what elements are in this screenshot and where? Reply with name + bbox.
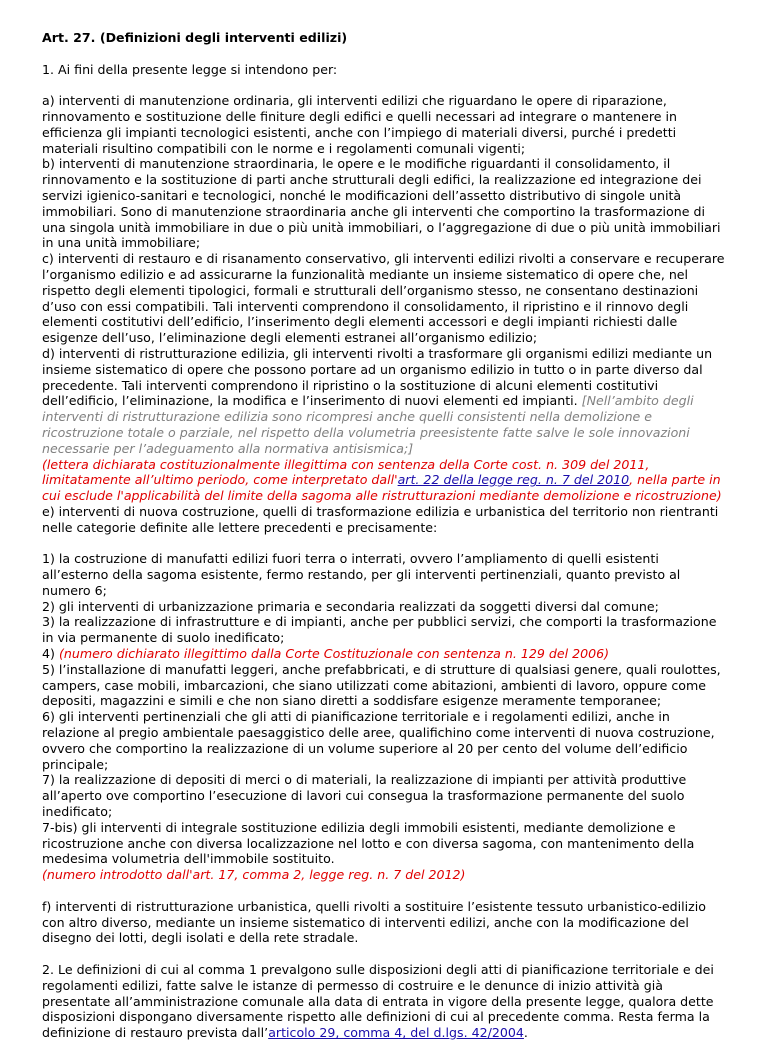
item-e7bis: 7-bis) gli interventi di integrale sostituzione edilizia degli immobili esistenti, mediante demolizione e ricostruzione anche con diversa localizzazione nel lotto e con diversa sagoma, con mantenimento della medesima volumetria dell'immobile sostituito.	[42, 819, 695, 867]
paragraph-2-text: 2. Le definizioni di cui al comma 1 prevalgono sulle disposizioni degli atti di pianificazione territoriale e dei regolamenti edilizi, fatte salve le istanze di permesso di costruire e le denunce di inizio attività già presentate all’amministrazione comunale alla data di entrata in vigore della presente legge, qualora dette disposizioni dispongano diversamente rispetto alle definizioni di cui al precedente comma. Resta ferma la definizione di restauro prevista dall’	[42, 962, 714, 1041]
item-e7: 7) la realizzazione di depositi di merci o di materiali, la realizzazione di impianti per attività produttive all’aperto ove comportino l’esecuzione di lavori cui consegua la trasformazione permanente del suolo inedificato;	[42, 772, 687, 820]
letter-d-repealed-text: [Nell’ambito degli interventi di ristrutturazione edilizia sono ricompresi anche quelli consistenti nella demolizione e ricostruzione totale o parziale, nel rispetto della volumetria preesistente fatte salve le sole innovazioni necessarie per l’adeguamento alla normativa antisismica;]	[42, 393, 694, 456]
letter-b: b) interventi di manutenzione straordinaria, le opere e le modifiche riguardanti il consolidamento, il rinnovamento e la sostituzione di parti anche strutturali degli edifici, la realizzazione ed integrazione dei servizi igienico-sanitari e tecnologici, nonché le modificazioni dell’assetto distributivo di singole unità immobiliari. Sono di manutenzione straordinaria anche gli interventi che comportino la trasformazione di una singola unità immobiliare in due o più unità immobiliari, o l’aggregazione di due o più unità immobiliari in una unità immobiliare;	[42, 156, 721, 251]
item-e3: 3) la realizzazione di infrastrutture e di impianti, anche per pubblici servizi, che comporti la trasformazione in via permanente di suolo inedificato;	[42, 614, 717, 646]
paragraph-1-intro: 1. Ai fini della presente legge si intendono per:	[42, 61, 338, 77]
letter-a: a) interventi di manutenzione ordinaria, gli interventi edilizi che riguardano le opere di riparazione, rinnovamento e sostituzione delle finiture degli edifici e quelli necessari ad integrare o mantenere in efficienza gli impianti tecnologici esistenti, anche con l’impiego di materiali diversi, purché i predetti materiali risultino compatibili con le norme e i regolamenti comunali vigenti;	[42, 93, 678, 156]
dlgs-42-2004-link[interactable]: articolo 29, comma 4, del d.lgs. 42/2004	[268, 1025, 524, 1041]
item-e7bis-note: (numero introdotto dall'art. 17, comma 2, legge reg. n. 7 del 2012)	[42, 867, 466, 883]
letter-e: e) interventi di nuova costruzione, quelli di trasformazione edilizia e urbanistica del territorio non rientranti nelle categorie definite alle lettere precedenti e precisamente:	[42, 503, 719, 535]
letter-d-note	[42, 457, 728, 504]
item-e5: 5) l’installazione di manufatti leggeri, anche prefabbricati, e di strutture di qualsiasi genere, quali roulottes, campers, case mobili, imbarcazioni, che siano utilizzati come abitazioni, ambienti di lavoro, oppure come depositi, magazzini e simili e che non siano diretti a soddisfare esigenze meramente temporanee;	[42, 661, 721, 709]
item-e2: 2) gli interventi di urbanizzazione primaria e secondaria realizzati da soggetti diversi dal comune;	[42, 598, 659, 614]
item-e4-number: 4)	[42, 646, 55, 662]
item-e1: 1) la costruzione di manufatti edilizi fuori terra o interrati, ovvero l’ampliamento di quelli esistenti all’esterno della sagoma esistente, fermo restando, per gli interventi pertinenziali, quanto previsto al numero 6;	[42, 551, 681, 598]
item-e4-note: (numero dichiarato illegittimo dalla Corte Costituzionale con sentenza n. 129 del 2006)	[58, 646, 610, 662]
item-e4	[42, 646, 728, 662]
letter-f: f) interventi di ristrutturazione urbanistica, quelli rivolti a sostituire l’esistente tessuto urbanistico-edilizio con altro diverso, mediante un insieme sistematico di interventi edilizi, anche con la modificazione del disegno dei lotti, degli isolati e della rete stradale.	[42, 898, 706, 946]
letter-d-text: d) interventi di ristrutturazione edilizia, gli interventi rivolti a trasformare gli organismi edilizi mediante un insieme sistematico di opere che possono portare ad un organismo edilizio in tutto o in parte diverso dal precedente. Tali interventi comprendono il ripristino o la sostituzione di alcuni elementi costitutivi dell’edificio, l’eliminazione, la modifica e l’inserimento di nuovi elementi ed impianti.	[42, 345, 713, 409]
legge-reg-7-2010-link[interactable]: art. 22 della legge reg. n. 7 del 2010	[397, 472, 630, 488]
item-e6: 6) gli interventi pertinenziali che gli atti di pianificazione territoriale e i regolamenti edilizi, anche in relazione al pregio ambientale paesaggistico delle aree, qualifichino come interventi di nuova costruzione, ovvero che comportino la realizzazione di un volume superiore al 20 per cento del volume dell’edificio principale;	[42, 709, 715, 772]
article-title: Art. 27. (Definizioni degli interventi edilizi)	[42, 30, 348, 45]
letter-c: c) interventi di restauro e di risanamento conservativo, gli interventi edilizi rivolti a conservare e recuperare l’organismo edilizio e ad assicurarne la funzionalità mediante un insieme sistematico di opere che, nel rispetto degli elementi tipologici, formali e strutturali dell’organismo stesso, ne consentano destinazioni d’uso con essi compatibili. Tali interventi comprendono il consolidamento, il ripristino e il rinnovo degli elementi costitutivi dell’edificio, l’inserimento degli elementi accessori e degli impianti richiesti dalle esigenze dell’uso, l’eliminazione degli elementi estranei all’organismo edilizio;	[42, 251, 725, 346]
letter-d-note-text-end: , nella parte in cui esclude l'applicabilità del limite della sagoma alle ristrutturazioni mediante demolizione e ricostruzione)	[42, 472, 722, 504]
letter-d	[42, 346, 728, 457]
paragraph-2	[42, 962, 728, 1041]
paragraph-2-end: .	[523, 1025, 528, 1041]
letter-d-note-text: (lettera dichiarata costituzionalmente illegittima con sentenza della Corte cost. n. 309 del 2011, limitatamente all’ultimo periodo, come interpretato dall'	[42, 456, 650, 488]
